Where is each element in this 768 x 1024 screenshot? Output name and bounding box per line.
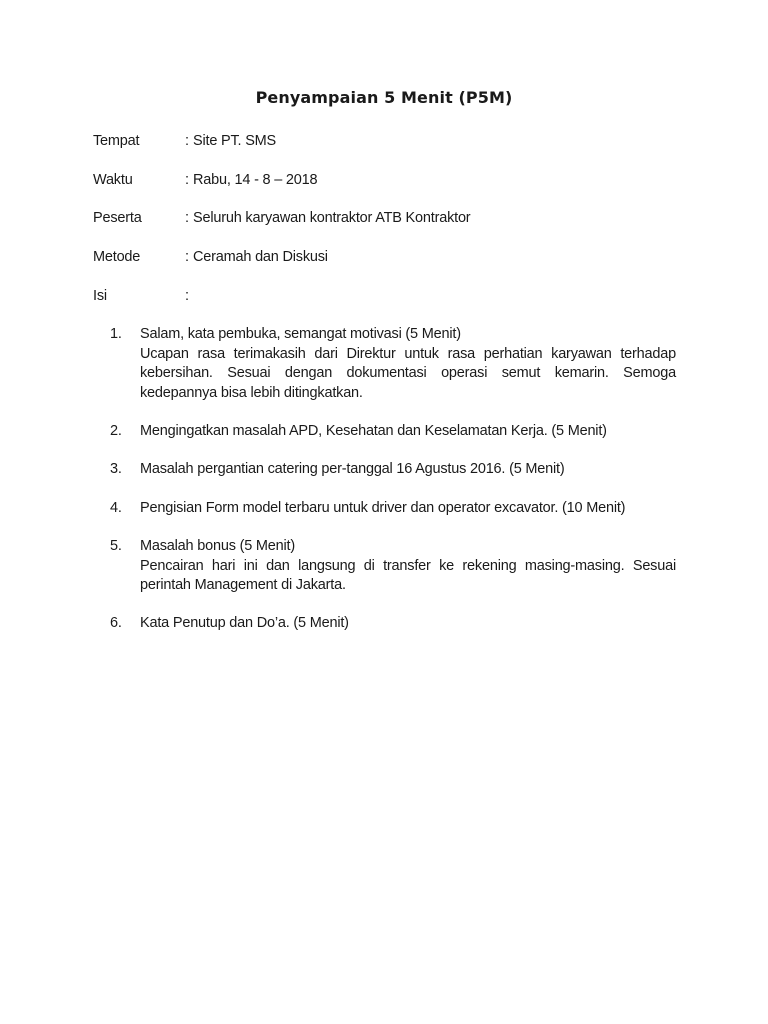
item-number: 6. — [110, 615, 122, 631]
field-label: Metode — [93, 249, 141, 265]
field-separator: : — [185, 288, 189, 304]
field-separator: : — [185, 249, 189, 265]
item-detail: Ucapan rasa terimakasih dari Direktur untuk rasa perhatian karyawan terhadap kebersihan. Sesuai dengan dokumentasi operasi semut kemarin. Semoga kedepannya bisa lebih ditingkatkan. — [140, 345, 676, 401]
field-value: Seluruh karyawan kontraktor ATB Kontraktor — [193, 210, 471, 226]
field-separator: : — [185, 133, 189, 149]
item-number: 2. — [110, 423, 122, 439]
field-separator: : — [185, 210, 189, 226]
item-heading: Kata Penutup dan Do’a. (5 Menit) — [140, 615, 349, 631]
field-separator: : — [185, 172, 189, 188]
item-number: 5. — [110, 538, 122, 554]
field-label: Peserta — [93, 210, 142, 226]
field-label: Waktu — [93, 172, 133, 188]
field-value: Rabu, 14 - 8 – 2018 — [193, 172, 318, 188]
item-number: 4. — [110, 500, 122, 516]
item-heading: Masalah bonus (5 Menit) — [140, 538, 295, 554]
item-number: 3. — [110, 461, 122, 477]
item-heading: Salam, kata pembuka, semangat motivasi (5 Menit) — [140, 326, 461, 342]
field-value: Site PT. SMS — [193, 133, 277, 149]
item-number: 1. — [110, 326, 122, 342]
item-heading: Masalah pergantian catering per-tanggal 16 Agustus 2016. (5 Menit) — [140, 461, 565, 477]
item-heading: Mengingatkan masalah APD, Kesehatan dan Keselamatan Kerja. (5 Menit) — [140, 423, 607, 439]
item-detail: Pencairan hari ini dan langsung di transfer ke rekening masing-masing. Sesuai perintah Management di Jakarta. — [140, 557, 676, 593]
field-value: Ceramah dan Diskusi — [193, 249, 328, 265]
item-heading: Pengisian Form model terbaru untuk driver dan operator excavator. (10 Menit) — [140, 500, 626, 516]
field-label: Tempat — [93, 133, 140, 149]
document-title: Penyampaian 5 Menit (P5M) — [255, 88, 513, 107]
field-label: Isi — [93, 288, 107, 304]
